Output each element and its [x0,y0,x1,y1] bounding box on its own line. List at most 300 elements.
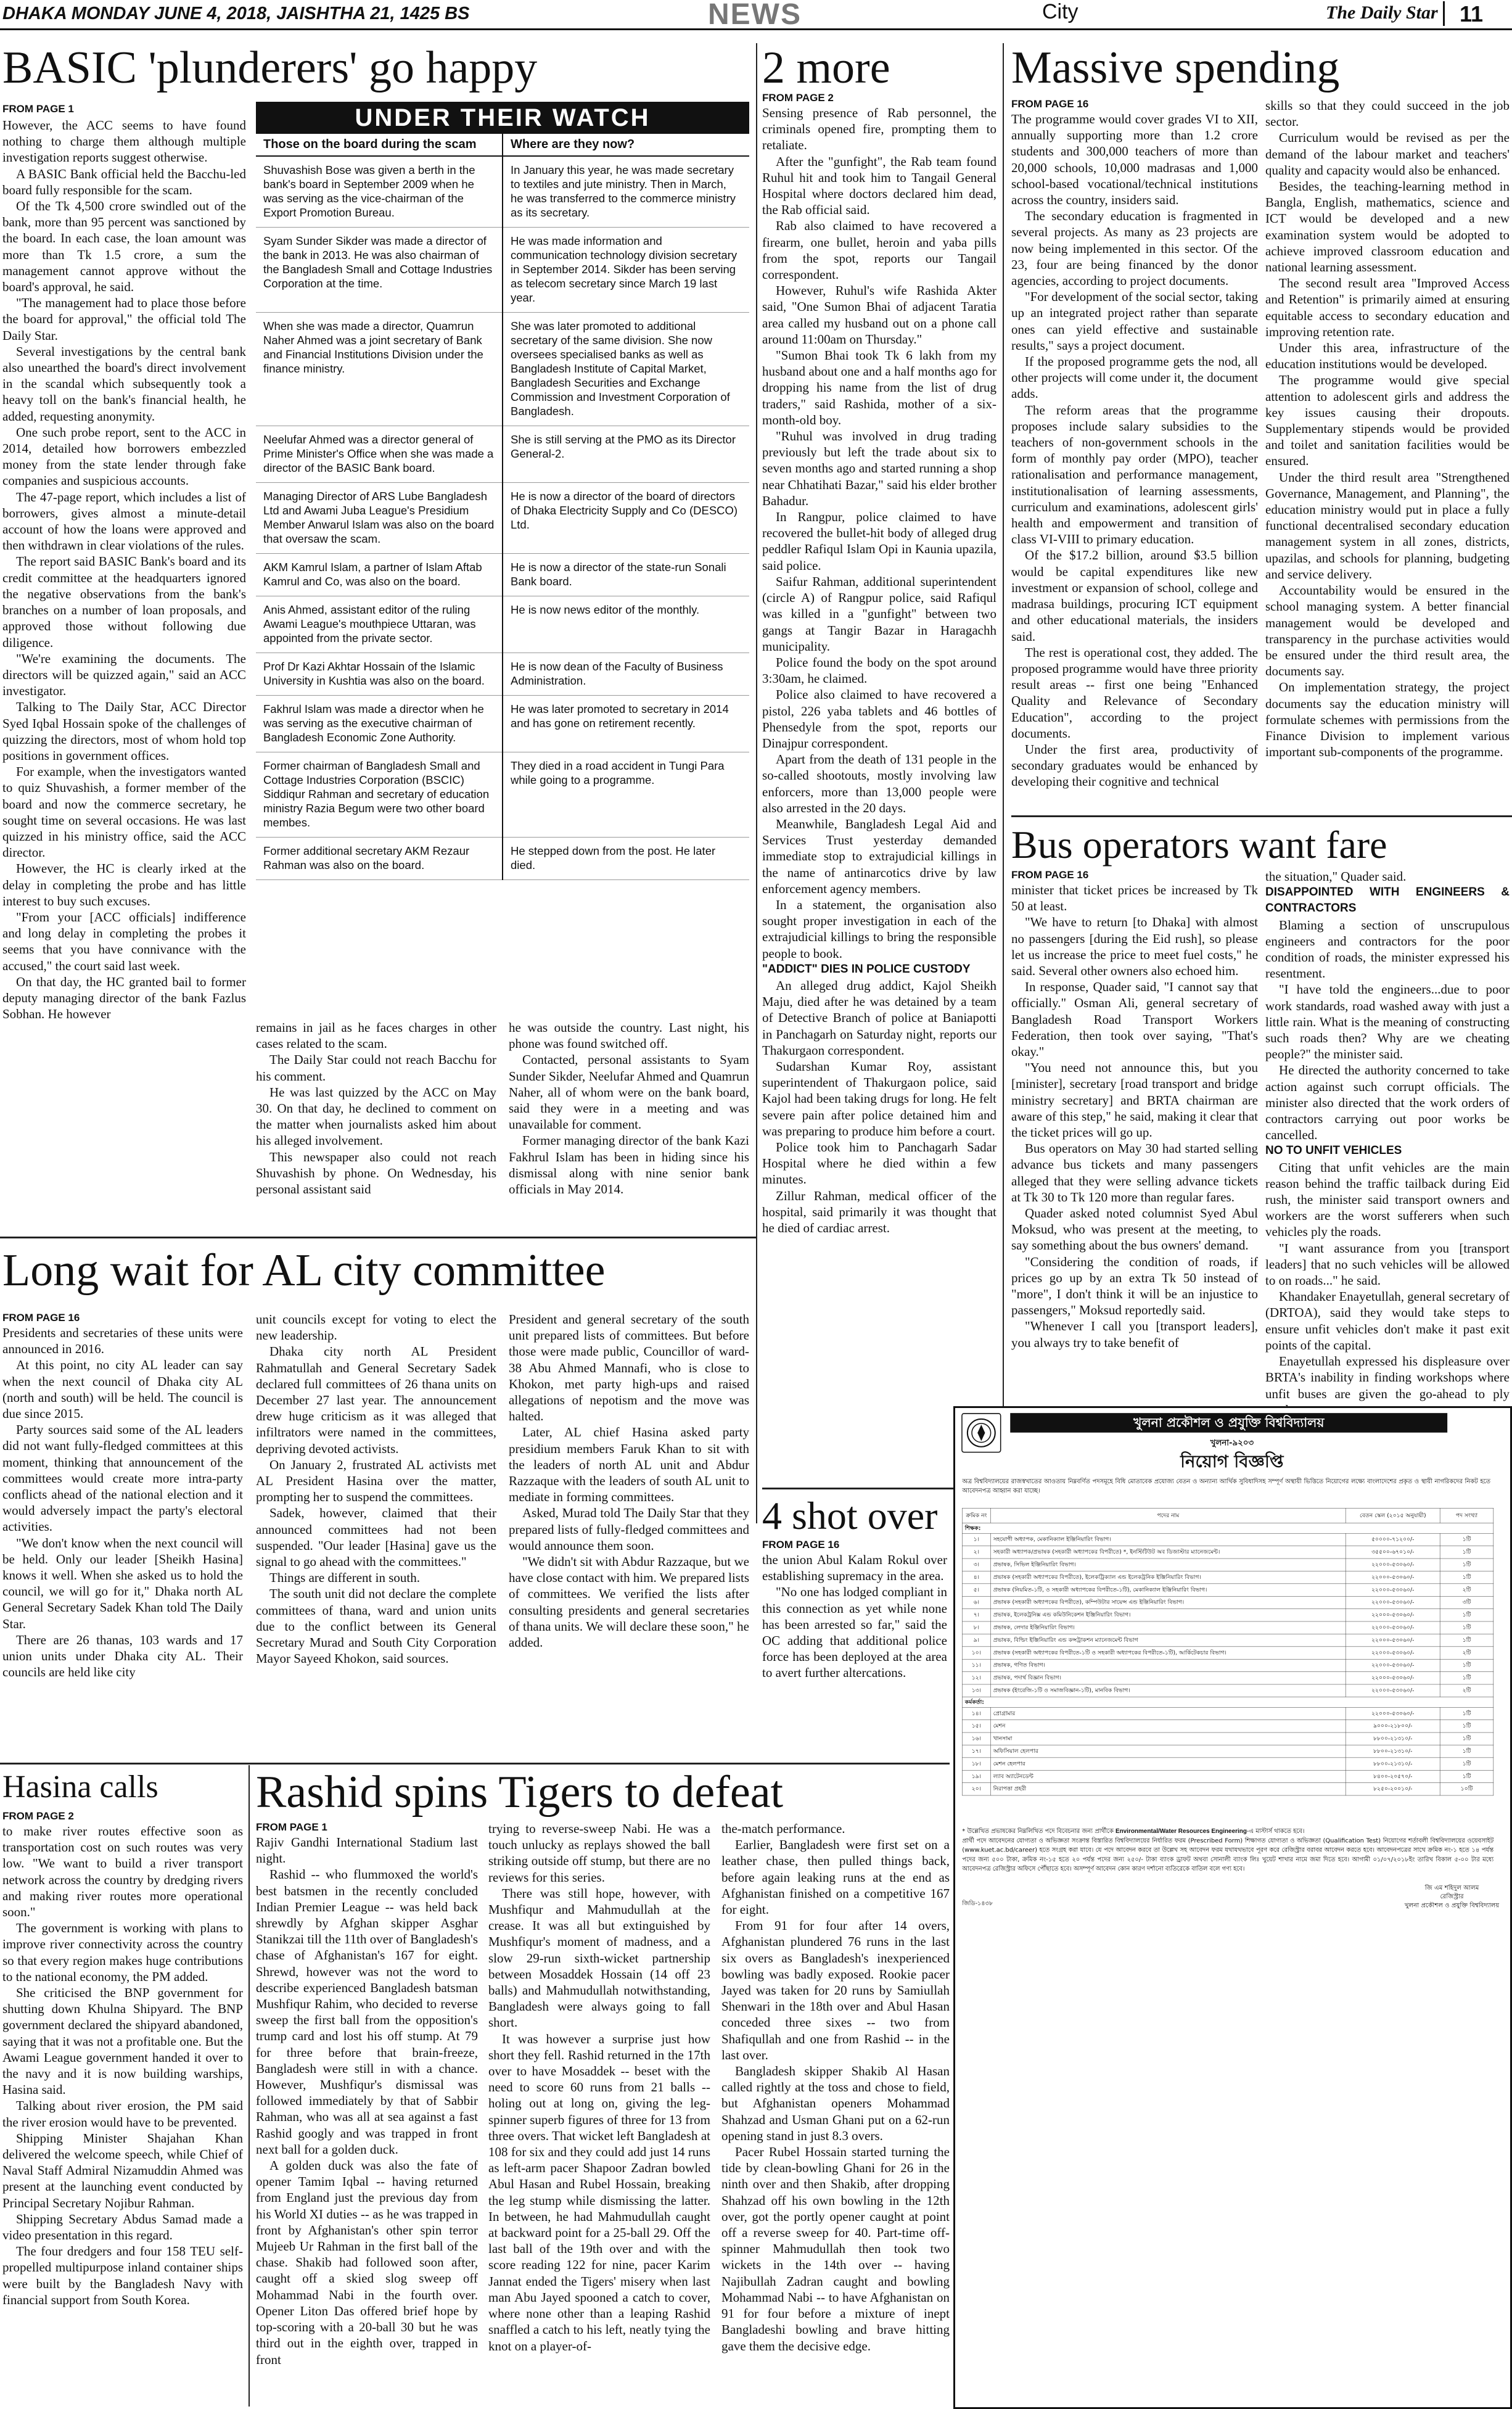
cell-n: ১টি [1440,1634,1494,1646]
cell-post: ল্যাব অ্যাটেনডেন্ট [990,1770,1346,1782]
paragraph: Talking to The Daily Star, ACC Director Syed Iqbal Hossain spoke of the challenges of quizzing the directors, most of whom hold top positions in government offices. [2,699,246,763]
paragraph: There was still hope, however, with Mushfiqur and Mahmudullah at the crease. It was all but extinguished by Mushfiqur's moment of madness, and a slow 29-run sixth-wicket partnership between Mosaddek Hossain (14 off 23 balls) and Mahmudullah notwithstanding, Bangladesh were always going to fall short. [488,1885,710,2030]
basic-body [2,117,246,1222]
table-row [962,1783,1493,1795]
watch-cell-then: Managing Director of ARS Lube Bangladesh Ltd and Awami Juba League's Presidium Member Anwarul Islam was also on the board that oversaw the scam. [256,483,503,554]
watch-col-now: Where are they now? [503,134,749,156]
cell-n: ২টি [1440,1684,1494,1697]
hasina-paragraphs [2,1823,243,2308]
group-officers: কর্মকর্তা: [962,1697,1493,1707]
longwait-col3-paragraphs [509,1311,749,1650]
paragraph: Sensing presence of Rab personnel, the criminals opened fire, prompting them to retaliate. [762,105,996,153]
cell-scale: ২২০০০-৫৩০৬০/- [1346,1684,1440,1697]
column-rule [1003,43,1004,1480]
cell-sl: ১৬। [962,1732,990,1745]
cell-sl: ১৭। [962,1745,990,1757]
table-row [962,1647,1493,1659]
paragraph: Rajiv Gandhi International Stadium last night. [256,1835,478,1866]
paragraph: The Daily Star could not reach Bacchu for his comment. [256,1052,496,1084]
watch-cell-now: In January this year, he was made secretary to textiles and jute ministry. Then in March, he was transferred to the commerce ministry as its secretary. [503,156,749,228]
paragraph: Sudarshan Kumar Roy, assistant superintendent of Thakurgaon police, said Kajol had been taking drugs for long. He felt severe pain after police detained him and was preparing to produce him before a court. [762,1058,996,1139]
paragraph: However, the HC is clearly irked at the delay in completing the probe and has little interest to buy such excuses. [2,861,246,908]
paragraph: The report said BASIC Bank's board and its credit committee at the headquarters ignored the negative observations from the bank's branches on a number of loan proposals, and approved those without following due diligence. [2,554,246,650]
cell-sl: ১৩। [962,1684,990,1697]
paragraph: The four dredgers and four 158 TEU self-propelled multipurpose inland container ships were built by the Bangladesh Navy with financial support from South Korea. [2,2244,243,2307]
massive-body-col2 [1265,97,1510,808]
cell-post: প্রভাষক, ইলেকট্রনিক্স এন্ড কমিউনিকেশন ইঞ্জিনিয়ারিং বিভাগ। [990,1609,1346,1621]
rashid-body-col3 [721,1821,950,2407]
longwait-from: FROM PAGE 16 [2,1312,80,1324]
fourshot-headline: 4 shot over [762,1494,938,1538]
signer-name: জি এম শহিদুল আলম [1424,1884,1479,1892]
paragraph: "From your [ACC officials] indifference and long delay in completing the probes it seems that you have connivance with the accused," the court said last week. [2,909,246,973]
ad-intro: অত্র বিশ্ববিদ্যালয়ের রাজস্বখাতের আওতায় নিম্নবর্ণিত পদসমূহে বিধি মোতাবেক প্রযোজ্য বেতন ও অন্যান্য আর্থিক সুবিধাদিসহ সম্পূর্ণ অস্থায়ী ভিত্তিতে নিয়োগের লক্ষ্যে বাংলাদেশের প্রকৃত ও স্থায়ী নাগরিকদের নিকট হতে আবেদনপত্র আহ্বান করা যাচ্ছে। [962,1477,1491,1494]
cell-sl: ১৮। [962,1758,990,1770]
university-name: খুলনা প্রকৌশল ও প্রযুক্তি বিশ্ববিদ্যালয় [1010,1413,1447,1433]
watch-row [256,752,749,838]
signer-title: রেজিস্ট্রার [1440,1892,1464,1900]
hasina-body [2,1823,243,2406]
paragraph: Several investigations by the central bank also unearthed the board's direct involvement in the scandal which subsequently took a heavy toll on the bank's financial health, he added, requesting anonymity. [2,344,246,424]
kuet-recruitment-ad [953,1406,1512,2409]
cell-sl: ৪। [962,1571,990,1583]
watch-row [256,228,749,313]
paragraph: After the "gunfight", the Rab team found Ruhul hit and took him to Tangail General Hospital where doctors declared him dead, the Rab official said. [762,154,996,218]
paragraph: "Whenever I call you [transport leaders], you always try to take benefit of [1011,1319,1258,1350]
cell-sl: ৯। [962,1634,990,1646]
paragraph: If the proposed programme gets the nod, all other projects will come under it, the document adds. [1011,354,1258,402]
paragraph: The second result area "Improved Access and Retention" is primarily aimed at ensuring equitable access to secondary education and improving retention rate. [1265,276,1510,339]
cell-scale: ৮২৫০-২০০১০/- [1346,1783,1440,1795]
paragraph: Enayetullah expressed his displeasure over BRTA's inability in finding workshops where unfit buses are given the go-ahead to ply [1265,1354,1510,1401]
column-rule [756,43,757,1523]
rashid-col1-paragraphs [256,1834,478,2368]
paragraph: Of the Tk 4,500 crore swindled out of the bank, more than 95 percent was sanctioned by the board. In each case, the loan amount was more than Tk 1.5 crore, a sum the management cannot approve without the board's approval, he said. [2,199,246,295]
paragraph: "We don't know when the next council will be held. Only our leader [Sheikh Hasina] knows it well. When she asked us to hold the council, we will go for it," Dhaka north AL General Secretary Sadek Khan told The Daily Star. [2,1535,243,1631]
paragraph: "We didn't sit with Abdur Razzaque, but we have close contact with him. We prepared lists of committees. We verified the lists after consulting presidents and general secretaries of thana units. We will declare these soon," he added. [509,1554,749,1650]
paragraph: "We're examining the documents. The directors will be quizzed again," said an ACC investigator. [2,651,246,699]
hasina-headline: Hasina calls [2,1769,158,1805]
table-row [962,1634,1493,1646]
paragraph: Accountability would be ensured in the school managing system. A better financial management would be developed and transparency in the purchase activities would be ensured under the third result area, the documents say. [1265,583,1510,679]
bus-body-col2 [1265,868,1510,1468]
paragraph: Things are different in south. [269,1570,420,1586]
massive-col2-paragraphs [1265,97,1510,760]
note-bn2: -এ মাস্টার্স থাকতে হবে। [1246,1827,1305,1835]
table-row [962,1571,1493,1583]
watch-cell-then: AKM Kamrul Islam, a partner of Islam Aftab Kamrul and Co, was also on the board. [256,554,503,596]
cell-post: প্রভাষক (ইংরেজি-১টি ও সমাজবিজ্ঞান-১টি), মানবিক বিভাগ। [990,1684,1346,1697]
masthead [0,0,1512,30]
th-scale: বেতন স্কেল (২০১৫ অনুযায়ী) [1346,1508,1440,1523]
cell-n: ২টি [1440,1584,1494,1596]
cell-scale: ২২০০০-৫৩০৬০/- [1346,1647,1440,1659]
paragraph: Police took him to Panchagarh Sadar Hospital where he died within a few minutes. [762,1140,996,1187]
signer-org: খুলনা প্রকৌশল ও প্রযুক্তি বিশ্ববিদ্যালয় [1404,1901,1500,1909]
basic-from: FROM PAGE 1 [2,103,74,115]
watch-row [256,554,749,596]
th-serial: ক্রমিক নং [962,1508,990,1523]
table-row [962,1672,1493,1684]
watch-cell-now: He was made information and communication technology division secretary in September 2014. Sikder has been serving as telecom secretary since March 19 last year. [503,228,749,313]
paragraph: Former managing director of the bank Kazi Fakhrul Islam has been in hiding since his dismissal along with nine senior bank officials in May 2014. [509,1133,749,1197]
paragraph: The 47-page report, which includes a list of borrowers, gives almost a minute-detail account of how the loans were approved and then withdrawn in clear violations of the rules. [2,489,246,553]
cell-sl: ১৫। [962,1720,990,1732]
paragraph: The programme would cover grades VI to XII, annually supporting more than 1.2 crore students and 300,000 teachers of more than 20,000 schools, 10,000 madrasas and 1,000 school-based vocational/technical institutions across the country, insiders said. [1011,112,1258,208]
table-row [962,1584,1493,1596]
watch-row [256,838,749,880]
paragraph: the-match performance. [721,1821,845,1836]
cell-sl: ১২। [962,1672,990,1684]
bus-col2-paragraphs [1265,868,1510,1418]
paragraph: "We have to return [to Dhaka] with almost no passengers [during the Eid rush], so please let us increase the price to meet fuel costs," he said. Several other owners also echoed him. [1011,915,1258,979]
paragraph: "You need not announce this, but you [minister], secretary [road transport and bridge ministry secretary] and BRTA chairman are aware of this step," he said, making it clear that the ticket prices will go up. [1011,1060,1258,1140]
watch-cell-now: He is now news editor of the monthly. [503,596,749,653]
subhead: DISAPPOINTED WITH ENGINEERS & CONTRACTORS [1265,886,1510,915]
watch-cell-then: Prof Dr Kazi Akhtar Hossain of the Islamic University in Kushtia was also on the board. [256,653,503,696]
paragraph: Talking about river erosion, the PM said the river erosion would have to be prevented. [2,2098,243,2130]
ad-details: প্রার্থী পদে আবেদনের যোগ্যতা ও অভিজ্ঞতা সংক্রান্ত বিস্তারিত বিশ্ববিদ্যালয়ের নির্ধারিত ফরম (Prescribed Form) শিক্ষাগত যোগ্যতা ও অভিজ্ঞতা (Qualification Test) নিয়োগের শর্তাবলী বিশ্ববিদ্যালয়ের ওয়েবসাইট (www.kuet.ac.bd/career) হতে সংগ্রহ করা যাবে। যে পদে আবেদন করবে তা উল্লেখ সহ আবেদন ফরম যথাযথভাবে পূরণ করে রেজিস্ট্রার বরাবর আবেদন করতে হবে। আবেদনপত্রের সাথে ক্রমিক নং-১ হতে ১৪ পর্যন্ত পদের জন্য ৫০০ টাকা, ক্রমিক নং-১৫ হতে ২০ পর্যন্ত পদের জন্য ২৫০/- টাকা ব্যাংক ড্রাফট অথবা সোনালী ব্যাংক লিঃ খুয়েট শাখার নামে জমা দিতে হবে। আগামী ০১/০৭/২০১৮ইং তারিখ বিকাল ৫-০০ টার মধ্যে আবেদনপত্র রেজিস্ট্রার অফিসে পৌঁছাতে হবে। অসম্পূর্ণ আবেদন কোন কারণ দর্শানো ব্যতিরেকে বাতিল বলে গণ্য হবে। [962,1837,1494,1872]
paragraph: A BASIC Bank official held the Bacchu-led board fully responsible for the scam. [2,166,246,197]
longwait-col2-paragraphs [256,1311,496,1666]
paragraph: Rashid -- who flummoxed the world's best batsmen in the recently concluded Indian Premier League -- was held back shrewdly by Afghan skipper Asghar Stanikzai till the 11th over of Bangladesh's chase of Afghanistan's 167 for eight. Shrewd, however was not the word to describe experienced Bangladesh batsman Mushfiqur Rahim, who decided to reverse sweep the first ball from the opposition's trump card and lost his off stump. At 79 for three before that brain-freeze, Bangladesh were still in with a chance. However, Mushfiqur's dismissal was followed immediately by that of Sabbir Rahman, who was all at sea against a fast Rashid googly and was trapped in front next ball for a golden duck. [256,1867,478,2157]
paragraph: However, Ruhul's wife Rashida Akter said, "One Sumon Bhai of adjacent Taratia area called my husband out on a phone call around 11:00am on Thursday." [762,283,996,347]
subhead: NO TO UNFIT VEHICLES [1265,1144,1402,1158]
paragraph: From 91 for four after 14 overs, Afghanistan plundered 76 runs in the last six overs as Bangladesh's inexperienced bowling was badly exposed. Rookie pacer Jayed was taken for 20 runs by Samiullah Shenwari in the 18th over and Abul Hasan conceded three sixes -- two from Shafiqullah and one from Rashid -- in the last over. [721,1918,950,2062]
paragraph: minister that ticket prices be increased by Tk 50 at least. [1011,883,1258,914]
cell-post: নিরাপত্তা প্রহরী [990,1783,1346,1795]
cell-post: অফিসিয়াল হেলপার [990,1745,1346,1757]
ad-title: নিয়োগ বিজ্ঞপ্তি [1180,1451,1284,1472]
cell-post: প্রভাষক, গণিত বিভাগ। [990,1659,1346,1671]
th-count: পদ সংখ্যা [1440,1508,1494,1523]
cell-scale: ২২০০০-৫৩০৬০/- [1346,1609,1440,1621]
note-bn: * উল্লেখিত প্রভাষকের নিম্নলিখিত পদে বিবেচনার জন্য প্রার্থীকে [962,1827,1114,1835]
longwait-body-col1 [2,1325,243,1756]
massive-col1-paragraphs [1011,111,1258,790]
table-row [962,1621,1493,1634]
paragraph: Khandaker Enayetullah, general secretary of (DRTOA), said they would take steps to ensure unfit vehicles don't make it past exit points of the capital. [1265,1289,1510,1353]
paragraph: Under the third result area "Strengthened Governance, Management, and Planning", the education ministry would put in place a fully functional decentralised secondary education management system in all zones, districts, upazilas, and schools for planning, budgeting and service delivery. [1265,469,1510,582]
paragraph: The programme would give special attention to adolescent girls and address the key issues causing their dropouts. Supplementary stipends would be provided and toilet and sanitation facilities would be ensured. [1265,373,1510,469]
paragraph: However, the ACC seems to have found nothing to charge them although multiple investigation reports suggest otherwise. [2,118,246,165]
longwait-body-col2 [256,1311,496,1755]
cell-scale: ২২০০০-৫৩০৬০/- [1346,1672,1440,1684]
paragraph: Earlier, Bangladesh were first set on a leather chase, then pulled things back, before again leaking runs at the end as Afghanistan finished on a competitive 167 for eight. [721,1837,950,1917]
basic-continued-b-paragraphs [509,1019,749,1197]
paragraph: He was last quizzed by the ACC on May 30. On that day, he declined to comment on the matter when journalists asked him about his alleged involvement. [256,1084,496,1148]
cell-sl: ৮। [962,1621,990,1634]
watch-cell-now: He stepped down from the post. He later died. [503,838,749,880]
cell-sl: ১১। [962,1659,990,1671]
paragraph: Meanwhile, Bangladesh Legal Aid and Services Trust yesterday demanded immediate stop to extrajudicial killings in the name of antinarcotics drive by law enforcement agency members. [762,816,996,896]
paragraph: In response, Quader said, "I cannot say that officially." Osman Ali, general secretary of Bangladesh Road Transport Workers Federation, then took over saying, "That's okay." [1011,979,1258,1060]
paragraph: Quader asked noted columnist Syed Abul Moksud, who was present at the meeting, to say something about the bus owners' demand. [1011,1206,1258,1253]
cell-n: ১টি [1440,1745,1494,1757]
paragraph: remains in jail as he faces charges in other cases related to the scam. [256,1020,496,1052]
paragraph: An alleged drug addict, Kajol Sheikh Maju, died after he was detained by a team of Detective Branch of police at Baniapotti in Panchagarh on Saturday night, reports our Thakurgaon correspondent. [762,978,996,1058]
paragraph: Curriculum would be revised as per the demand of the labour market and teachers' quality and capacity would also be enhanced. [1265,130,1510,178]
cell-sl: ২০। [962,1783,990,1795]
table-row [962,1609,1493,1621]
note-en: Environmental/Water Resources Engineering [1115,1827,1247,1835]
hasina-from: FROM PAGE 2 [2,1810,74,1822]
watch-cell-then: Former additional secretary AKM Rezaur Rahman was also on the board. [256,838,503,880]
paragraph: Later, AL chief Hasina asked party presidium members Faruk Khan to sit with the leaders of north AL unit and Abdur Razzaque with the leaders of south AL unit to mediate in forming committees. [509,1425,749,1505]
cell-scale: ৮৪০০-২০৫৭০/- [1346,1770,1440,1782]
th-post: পদের নাম [990,1508,1346,1523]
paragraph: Shipping Minister Shajahan Khan delivered the welcome speech, while Chief of Naval Staff Admiral Nizamuddin Ahmed was present at the launching event conducted by Principal Secretary Nojibur Rahman. [2,2130,243,2210]
cell-sl: ১০। [962,1647,990,1659]
paragraph: At this point, no city AL leader can say when the next council of Dhaka city AL (north and south) will be held. The council is due since 2015. [2,1357,243,1422]
cell-scale: ৫০০০০-৭১২০০/- [1346,1533,1440,1546]
watch-cell-now: He was later promoted to secretary in 2014 and has gone on retirement recently. [503,696,749,752]
paragraph: Blaming a section of unscrupulous engineers and contractors for the poor condition of roads, the minister expressed his resentment. [1265,917,1510,981]
group-teachers: শিক্ষক: [962,1523,1493,1533]
watch-cell-then: When she was made a director, Quamrun Naher Ahmed was a joint secretary of Bank and Financial Institutions Division under the finance ministry. [256,313,503,426]
longwait-body-col3 [509,1311,749,1755]
section-rule [1011,815,1512,817]
cell-post: খানসামা [990,1732,1346,1745]
paragraph: Police also claimed to have recovered a pistol, 226 yaba tablets and 46 bottles of Phensedyle from the spot, reports our Dinajpur correspondent. [762,687,996,751]
cell-n: ১টি [1440,1546,1494,1559]
paragraph: The government is working with plans to improve river connectivity across the country so that every region makes huge contributions to the national economy, the PM added. [2,1921,243,1984]
rashid-from: FROM PAGE 1 [256,1821,327,1833]
massive-headline: Massive spending [1011,43,1340,93]
watch-cell-then: Shuvashish Bose was given a berth in the bank's board in September 2009 when he was serving as the vice-chairman of the Export Promotion Bureau. [256,156,503,228]
cell-n: ১টি [1440,1559,1494,1571]
officer-rows [962,1707,1493,1795]
paragraph: The secondary education is fragmented in several projects. As many as 23 projects are now being implemented in this sector. Of the 23, four are being financed by the donor agencies, according to project documents. [1011,208,1258,289]
paragraph: Asked, Murad told The Daily Star that they prepared lists of fully-fledged committees and would announce them soon. [509,1505,749,1553]
paragraph: Bus operators on May 30 had started selling advance bus tickets and many passengers alleged that they were selling advance tickets at Tk 30 to Tk 120 more than regular fares. [1011,1141,1258,1204]
longwait-col1-paragraphs [2,1325,243,1680]
paragraph: Besides, the teaching-learning method in Bangla, English, mathematics, science and ICT would be developed and a new examination system would be adopted to achieve improved classroom education and national learning assessment. [1265,179,1510,275]
cell-n: ২টি [1440,1647,1494,1659]
paper-name: The Daily Star [1326,2,1438,23]
paragraph: Police found the body on the spot around 3:30am, he claimed. [762,654,996,686]
watch-cell-then: Anis Ahmed, assistant editor of the ruling Awami League's mouthpiece Uttaran, was appointed from the private sector. [256,596,503,653]
watch-cell-now: They died in a road accident in Tungi Para while going to a programme. [503,752,749,838]
paragraph: Zillur Rahman, medical officer of the hospital, said primarily it was thought that he died of cardiac arrest. [762,1188,996,1236]
paragraph: President and general secretary of the south unit prepared lists of committees. But before those were made public, Councillor of ward-38 Abu Ahmed Mannafi, who is close to Khokon, met party high-ups and raised allegations of nepotism and the move was halted. [509,1312,749,1424]
paragraph: "Considering the condition of roads, if prices go up by an extra Tk 50 instead of "more", I don't think it will be an injustice to passengers," Moksud reportedly said. [1011,1254,1258,1318]
table-row [962,1659,1493,1671]
watch-row [256,156,749,228]
twomore-from: FROM PAGE 2 [762,92,834,104]
cell-scale: ৮৮০০-২১৩১০/- [1346,1745,1440,1757]
paragraph: "I want assurance from you [transport leaders] that no such vehicles will be allowed to on roads..." he said. [1265,1240,1510,1288]
paragraph: unit councils except for voting to elect the new leadership. [256,1312,496,1343]
watch-cell-now: She was later promoted to additional secretary of the same division. She now oversees specialised banks as well as Bangladesh Institute of Capital Market, Bangladesh Securities and Exchange Commission and Investment Corporation of Bangladesh. [503,313,749,426]
table-row [962,1533,1493,1546]
paragraph: Pacer Rubel Hossain started turning the tide by clean-bowling Ghani for 26 in the ninth over and then Shakib, after dropping Shahzad off his own bowling in the 12th over, got the portly opener caught at point off a reverse sweep for 40. Part-time off-spinner Mahmudullah then took two wickets in the 14th over -- having Najibullah Zadran caught and bowling Mohammad Nabi -- to have Afghanistan on 91 for four before a mixture of inept Bangladeshi bowling and brave hitting gave them the decisive edge. [721,2144,950,2353]
cell-post: প্রোগ্রামার [990,1707,1346,1719]
cell-scale: ৩৫৫০০-৬৭০১০/- [1346,1546,1440,1559]
cell-scale: ২২০০০-৫৩০৬০/- [1346,1596,1440,1608]
watch-table [256,134,749,880]
watch-cell-then: Syam Sunder Sikder was made a director of the bank in 2013. He was also chairman of the Bangladesh Small and Cottage Industries Corporation at the time. [256,228,503,313]
subsection-label: City [1042,0,1079,23]
paragraph: he was outside the country. Last night, his phone was found switched off. [509,1020,749,1052]
fourshot-from: FROM PAGE 16 [762,1539,840,1550]
paragraph: Bangladesh skipper Shakib Al Hasan called rightly at the toss and chose to field, but Afghanistan openers Mohammad Shahzad and Usman Ghani put on a 62-run opening stand in just 8.3 overs. [721,2064,950,2143]
section-rule [0,1763,950,1765]
paragraph: Contacted, personal assistants to Syam Sunder Sikder, Neelufar Ahmed and Quamrun Naher, all of whom were on the bank board, said they were in a meeting and was unavailable for comment. [509,1052,749,1132]
rashid-body-col1 [256,1834,478,2407]
cell-post: সহকারী অধ্যাপক/প্রভাষক (সহকারী অধ্যাপকের বিপরীতে) *, ইনস্টিটিউট অব ডিজাস্টার ম্যানেজমেন্ট। [990,1546,1346,1559]
watch-row [256,596,749,653]
basic-continued-a-paragraphs [256,1019,496,1197]
rashid-col2-paragraphs [488,1821,710,2354]
table-row [962,1745,1493,1757]
section-label: NEWS [708,0,802,31]
bus-headline: Bus operators want fare [1011,823,1387,867]
watch-cell-then: Neelufar Ahmed was a director general of Prime Minister's Office when she was made a director of the BASIC Bank board. [256,426,503,483]
cell-scale: ২২০০০-৫৩০৬০/- [1346,1621,1440,1634]
cell-post: প্রভাষক (সহকারী অধ্যাপকের বিপরীতে), কম্পিউটার সায়েন্স এন্ড ইঞ্জিনিয়ারিং বিভাগ। [990,1596,1346,1608]
table-row [962,1732,1493,1745]
posts-table [962,1508,1494,1795]
cell-n: ১টি [1440,1659,1494,1671]
table-row [962,1770,1493,1782]
paragraph: to make river routes effective soon as transportation cost on such routes was very low. "We want to build a river transport network across the country by dredging rivers and making river routes more operational soon." [2,1824,243,1920]
cell-n: ১টি [1440,1707,1494,1719]
cell-post: প্রভাষক, লেদার ইঞ্জিনিয়ারিং বিভাগ। [990,1621,1346,1634]
table-row [962,1720,1493,1732]
teacher-rows [962,1533,1493,1697]
watch-cell-now: He is now a director of the state-run Sonali Bank board. [503,554,749,596]
paragraph: trying to reverse-sweep Nabi. He was a touch unlucky as replays showed the ball striking outside off stump, but there are no reviews for this series. [488,1821,710,1885]
paragraph: "For development of the social sector, taking up an integrated project rather than separate ones can yield effective and sustainable results," says a project document. [1011,289,1258,353]
under-their-watch-box [256,102,749,1015]
twomore-headline: 2 more [762,43,890,93]
cell-post: মেশন হেলপার [990,1758,1346,1770]
paragraph: Citing that unfit vehicles are the main reason behind the traffic tailback during Eid rush, the minister said transport owners and workers are the worst sufferers when such vehicles ply the roads. [1265,1159,1510,1240]
dateline: DHAKA MONDAY JUNE 4, 2018, JAISHTHA 21, 1425 BS [2,4,470,23]
cell-post: প্রভাষক (নিয়মিত-১টি, ও সহকারী অধ্যাপকের বিপরীতে-১টি), মেকানিক্যাল ইঞ্জিনিয়ারিং বিভাগ। [990,1584,1346,1596]
massive-from: FROM PAGE 16 [1011,98,1089,110]
fourshot-paragraphs [762,1552,947,1681]
university-city: খুলনা-৯২০৩ [1210,1438,1254,1448]
page-number: 11 [1443,1,1483,26]
cell-n: ১টি [1440,1758,1494,1770]
watch-row [256,483,749,554]
ad-note-line [962,1826,1494,1835]
cell-sl: ৭। [962,1609,990,1621]
paragraph: Shipping Secretary Abdus Samad made a video presentation in this regard. [2,2211,243,2243]
ad-signature [1405,1883,1499,1909]
table-row [962,1707,1493,1719]
subhead: "ADDICT" DIES IN POLICE CUSTODY [762,962,971,976]
table-row [962,1559,1493,1571]
cell-post: প্রভাষক, পদার্থ বিজ্ঞান বিভাগ। [990,1672,1346,1684]
section-rule [0,1237,756,1238]
basic-continued-a [256,1019,496,1226]
paragraph: In a statement, the organisation also sought proper investigation in each of the extrajudicial killings to bring the responsible people to book. [762,897,996,961]
watch-row [256,313,749,426]
paragraph: The rest is operational cost, they added. The proposed programme would have three priority result areas -- first one being "Enhanced Quality and Relevance of Secondary Education", according to the project documents. [1011,644,1258,741]
rashid-headline: Rashid spins Tigers to defeat [256,1768,784,1817]
paragraph: the situation," Quader said. [1265,869,1407,884]
cell-sl: ৬। [962,1596,990,1608]
paragraph: Under this area, infrastructure of the education institutions would be developed. [1265,340,1510,372]
paragraph: The south unit did not declare the complete committees of thana, ward and union units due to the conflict between its General Secretary Murad and South City Corporation Mayor Sayeed Khokon, said sources. [256,1586,496,1666]
ad-notes [962,1826,1494,1874]
table-row [962,1596,1493,1608]
cell-scale: ২২০০০-৫৩০৬০/- [1346,1634,1440,1646]
paragraph: Apart from the death of 131 people in the so-called shootouts, mostly involving law enforcers, more than 13,000 people were also arrested in the 20 days. [762,752,996,815]
cell-scale: ৮৮০০-২১৩১০/- [1346,1732,1440,1745]
bus-col1-paragraphs [1011,882,1258,1351]
bus-from: FROM PAGE 16 [1011,869,1089,881]
longwait-headline: Long wait for AL city committee [2,1246,606,1295]
basic-continued-b [509,1019,749,1226]
cell-n: ১টি [1440,1621,1494,1634]
paragraph: Saifur Rahman, additional superintendent (circle A) of Rangpur police, said Rafiqul was killed in a "gunfight" between two gangs at Tangir Bazar in Haragachh municipality. [762,574,996,654]
cell-post: মেশন [990,1720,1346,1732]
watch-cell-now: He is now a director of the board of directors of Dhaka Electricity Supply and Co (DESCO) Ltd. [503,483,749,554]
paragraph: Of the $17.2 billion, around $3.5 billion would be capital expenditures like new investment or expansion of school, college and madrasa buildings, procuring ICT equipment and other educational materials, the insiders said. [1011,548,1258,644]
paragraph: The reform areas that the programme proposes include salary subsidies to the teachers of non-government schools in the form of monthly pay order (MPO), teacher rationalisation and performance management, institutionalisation of learning assessments, curriculum and examinations, adolescent girls' health and empowerment and transition of class VI-VIII to primary education. [1011,402,1258,547]
paragraph: On that day, the HC granted bail to former deputy managing director of the bank Fazlus Sobhan. He however [2,974,246,1022]
paragraph: There are 26 thanas, 103 wards and 17 union units under Dhaka city AL. Their councils are held like city [2,1632,243,1680]
watch-row [256,426,749,483]
watch-cell-now: She is still serving at the PMO as its Director General-2. [503,426,749,483]
cell-scale: ৮৮০০-২১৩১০/- [1346,1758,1440,1770]
watch-title: UNDER THEIR WATCH [256,102,749,134]
twomore-paragraphs [762,105,996,1236]
cell-sl: ৩। [962,1559,990,1571]
ad-code: জিডি-১৪৩৮ [962,1900,993,1907]
paragraph: Dhaka city north AL President Rahmatullah and General Secretary Sadek declared full committees of 26 thana units on December 27 last year. The announcement drew huge criticism as it was alleged that infiltrators were named in the committees, depriving devoted activists. [256,1344,496,1456]
cell-n: ১টি [1440,1533,1494,1546]
paragraph: "The management had to place those before the board for approval," the official told The Daily Star. [2,295,246,343]
rashid-body-col2 [488,1821,710,2407]
cell-sl: ১। [962,1533,990,1546]
cell-post: সহযোগী অধ্যাপক, মেকানিক্যাল ইঞ্জিনিয়ারিং বিভাগ। [990,1533,1346,1546]
paragraph: "Ruhul was involved in drug trading previously but left the trade about six to seven months ago and started running a shop near Chhatihati Bazar," said his elder brother Bahadur. [762,429,996,508]
cell-scale: ২২০০০-৫৩০৬০/- [1346,1659,1440,1671]
paragraph: In Rangpur, police claimed to have recovered the bullet-hit body of alleged drug peddler Rafiqul Islam Opi in Kaunia upazila, said police. [762,509,996,573]
table-row [962,1758,1493,1770]
cell-post: প্রভাষক (সহকারী অধ্যাপকের বিপরীতে), ইলেকট্রিক্যাল এন্ড ইলেকট্রনিক ইঞ্জিনিয়ারিং বিভাগ। [990,1571,1346,1583]
watch-col-then: Those on the board during the scam [256,134,503,156]
paragraph: "No one has lodged compliant in this connection as yet while none has been arrested so far," said the OC adding that additional police force has been deployed at the area to avert further altercations. [762,1584,947,1681]
watch-row [256,653,749,696]
cell-post: প্রভাষক, বিল্ডিং ইঞ্জিনিয়ারিং এন্ড কন্সট্রাকশন ম্যানেজমেন্ট বিভাগ [990,1634,1346,1646]
massive-body-col1 [1011,111,1258,808]
table-row [962,1546,1493,1559]
cell-scale: ২২০০০-৫৩০৬০/- [1346,1707,1440,1719]
cell-scale: ২২০০০-৫৩০৬০/- [1346,1571,1440,1583]
fourshot-body [762,1552,947,1774]
paragraph: A golden duck was also the fate of opener Tamim Iqbal -- having returned from England just the previous day from his World XI duties -- as he was trapped in front by Afghanistan's other spin terror Mujeeb Ur Rahman in the first ball of the chase. Shakib had followed soon after, caught off a skied slog sweep off Mohammad Nabi in the fourth over. Opener Liton Das offered brief hope by top-scoring with a 20-ball 30 but he was third out in the eighth over, trapped in front [256,2158,478,2367]
basic-paragraphs [2,117,246,1022]
ad-header [955,1408,1509,1471]
table-row [962,1684,1493,1697]
twomore-body [762,105,996,1493]
cell-n: ১টি [1440,1732,1494,1745]
paragraph: On implementation strategy, the project documents say the education ministry will formulate schemes with permissions from the Finance Division to implement various important sub-components of the programme. [1265,680,1510,760]
watch-cell-then: Former chairman of Bangladesh Small and Cottage Industries Corporation (BSCIC) Siddiqur Rahman and secretary of education ministry Razia Begum were two other board membes. [256,752,503,838]
cell-post: প্রভাষক (সহকারী অধ্যাপকের বিপরীতে-১টি ও সহকারী অধ্যাপকের বিপরীতে-১টি), আর্কিটেকচার বিভাগ। [990,1647,1346,1659]
paragraph: It was however a surprise just how short they fell. Rashid returned in the 17th over to have Mosaddek -- beset with the need to score 60 runs from 21 balls -- holing out at long on, giving the leg-spinner superb figures of three for 13 from three overs. That wicket left Bangladesh at 108 for six and they could add just 14 runs as left-arm pacer Shapoor Zadran bowled Abul Hasan and Rubel Hossain, breaking the leg stump while dismissing the latter. In between, he had Mahmudullah caught at backward point for a 25-ball 29. Off the last ball of the 19th over and with the score reading 122 for nine, pacer Karim Jannat ended the Tigers' misery when last man Abu Jayed spooned a catch to cover, where none other than a leaping Rashid snaffled a catch to his left, neatly tying the knot on a player-of- [488,2031,710,2353]
cell-sl: ২। [962,1546,990,1559]
bus-body-col1 [1011,882,1258,1468]
column-rule [249,1765,250,2407]
paragraph: Sadek, however, claimed that their announced committees had not been suspended. "Our leader [Hasina] gave us the signal to go ahead with the committees." [256,1505,496,1570]
